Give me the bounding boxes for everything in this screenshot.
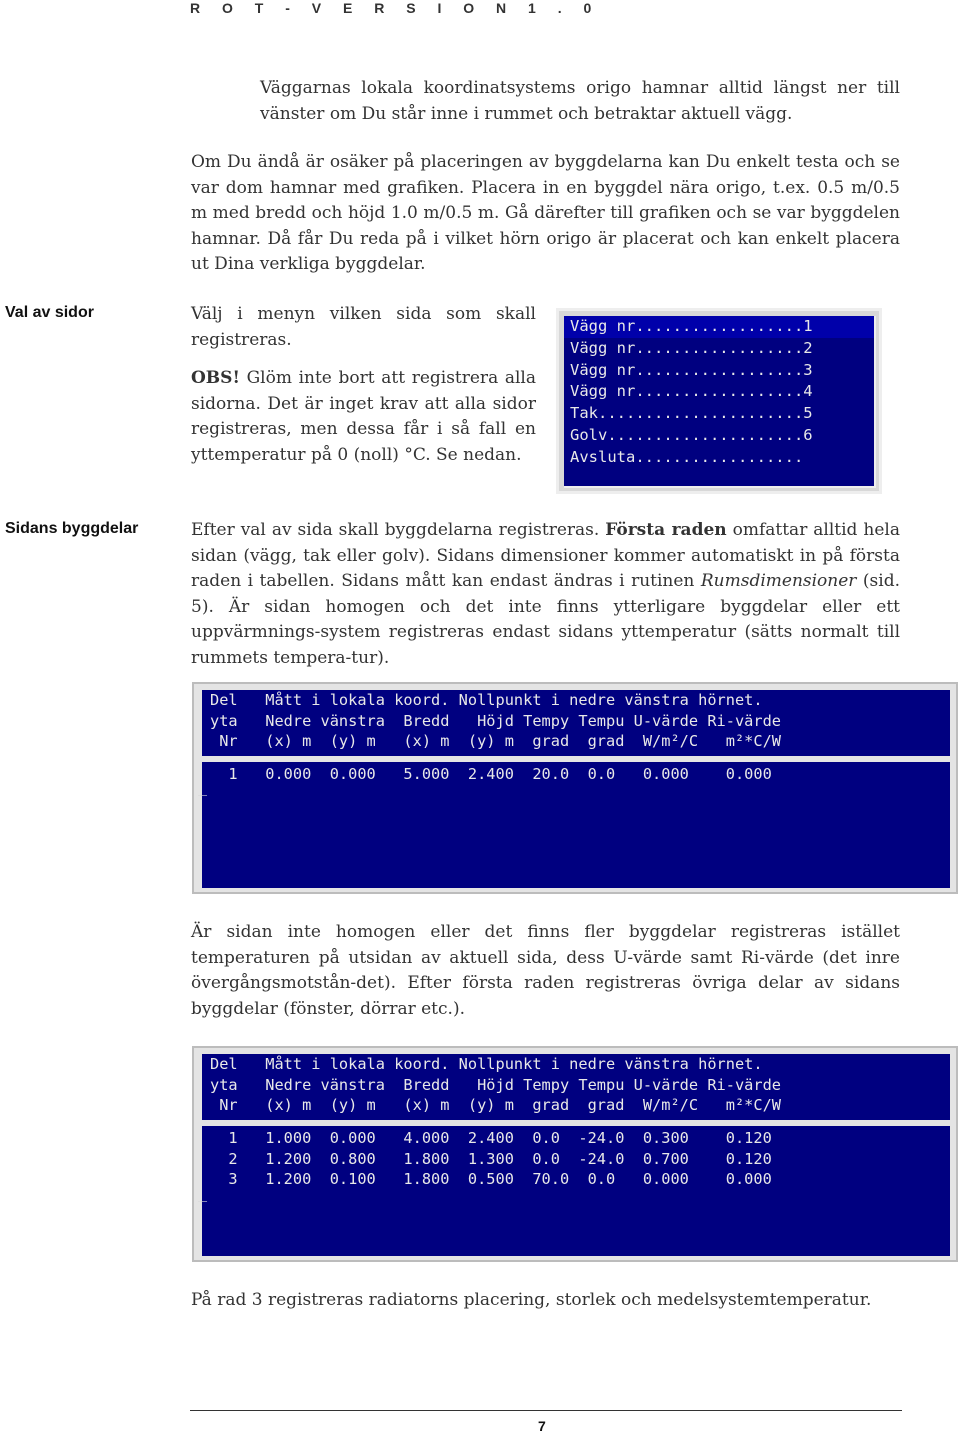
table-row[interactable]: 3 1.200 0.100 1.800 0.500 70.0 0.0 0.000 0.000: [210, 1170, 772, 1188]
table2-header-line: Del Mått i lokala koord. Nollpunkt i nedre vänstra hörnet.: [210, 1055, 763, 1073]
menu-item-vagg-1[interactable]: Vägg nr..................1: [564, 316, 874, 338]
paragraph-radiator: På rad 3 registreras radiatorns placering, storlek och medelsystemtemperatur.: [191, 1290, 872, 1310]
paragraph-building-parts: [191, 518, 900, 671]
menu-item-vagg-4[interactable]: Vägg nr..................4: [570, 382, 813, 401]
table-row[interactable]: 2 1.200 0.800 1.800 1.300 0.0 -24.0 0.700 0.120: [210, 1149, 772, 1168]
menu-item-golv[interactable]: Golv.....................6: [570, 425, 813, 444]
side-heading-sidans-byggdelar: Sidans byggdelar: [5, 520, 139, 537]
paragraph-test-graphics: Om Du ändå är osäker på placeringen av byggdelarna kan Du enkelt testa och se var dom hamnar med grafiken. Placera in en byggdel nära origo, t.ex. 0.5 m/0.5 m med bredd och höjd 1.0 m/0.5 m. Gå därefter till grafiken och se var byggdelen hamnar. Då får Du reda på i vilket hörn origo är placerat och kan enkelt placera ut Dina verkliga byggdelar.: [191, 152, 900, 274]
p5-bold: Första raden: [605, 520, 727, 540]
table-row[interactable]: 1 1.000 0.000 4.000 2.400 0.0 -24.0 0.300 0.120: [210, 1129, 772, 1147]
p5-text-a: Efter val av sida skall byggdelarna registreras.: [191, 520, 606, 540]
table1-header-line: Nr (x) m (y) m (x) m (y) m grad grad W/m²/C m²*C/W: [210, 732, 781, 750]
table-row[interactable]: 1 0.000 0.000 5.000 2.400 20.0 0.0 0.000 0.000: [210, 765, 772, 783]
menu-item-vagg-2[interactable]: Vägg nr..................2: [570, 338, 813, 357]
building-parts-table-2: [192, 1046, 958, 1262]
text-cursor: _: [198, 778, 208, 796]
menu-item-tak[interactable]: Tak......................5: [570, 404, 813, 423]
running-header: R O T - V E R S I O N 1 . 0: [190, 0, 601, 16]
table1-header: [202, 690, 950, 756]
page-number: 7: [538, 1418, 546, 1434]
table1-header-line: yta Nedre vänstra Bredd Höjd Tempy Tempu U-värde Ri-värde: [210, 711, 781, 730]
table1-body: [202, 762, 950, 888]
text-cursor: _: [198, 1184, 208, 1202]
p5-text-b: omfattar alltid hela sidan (vägg, tak eller golv). Sidans dimensioner kommer automatiskt in på första raden i tabellen. Sidans mått kan endast ändras i rutinen: [191, 520, 900, 591]
side-heading-val-av-sidor: Val av sidor: [5, 304, 94, 321]
menu-item-vagg-3[interactable]: Vägg nr..................3: [570, 360, 813, 379]
obs-label: OBS!: [191, 368, 240, 388]
table2-header-line: Nr (x) m (y) m (x) m (y) m grad grad W/m²/C m²*C/W: [210, 1096, 781, 1114]
building-parts-table-1: [192, 682, 958, 894]
paragraph-origo: Väggarnas lokala koordinatsystems origo hamnar alltid längst ner till vänster om Du står inne i rummet och betraktar aktuell vägg.: [260, 78, 900, 124]
p5-text-c: (sid. 5). Är sidan homogen och det inte finns ytterligare byggdelar eller ett uppvärmnings-system registreras endast sidans yttemperatur (sätts normalt till rummets tempera-tur).: [191, 571, 900, 668]
table1-header-line: Del Mått i lokala koord. Nollpunkt i nedre vänstra hörnet.: [210, 691, 763, 709]
paragraph-choose-side: Välj i menyn vilken sida som skall registreras.: [191, 304, 536, 350]
side-menu-window: [556, 308, 882, 494]
p5-italic: Rumsdimensioner: [700, 571, 857, 591]
menu-item-avsluta[interactable]: Avsluta..................: [570, 447, 804, 466]
table2-body: [202, 1126, 950, 1256]
footer-rule: [190, 1410, 902, 1411]
table2-header: [202, 1054, 950, 1120]
side-menu-list: [564, 316, 876, 488]
obs-text: Glöm inte bort att registrera alla sidorna. Det är inget krav att alla sidor registreras, men dessa får i så fall en yttemperatur på 0 (noll) °C. Se nedan.: [191, 368, 536, 465]
table2-header-line: yta Nedre vänstra Bredd Höjd Tempy Tempu U-värde Ri-värde: [210, 1075, 781, 1094]
paragraph-non-homogeneous: Är sidan inte homogen eller det finns fler byggdelar registreras istället temperaturen på utsidan av aktuell sida, dess U-värde samt Ri-värde (det inre övergångsmotstån-det). Efter första raden registreras övriga delar av sidans byggdelar (fönster, dörrar etc.).: [191, 922, 900, 1019]
paragraph-obs: [191, 366, 536, 468]
